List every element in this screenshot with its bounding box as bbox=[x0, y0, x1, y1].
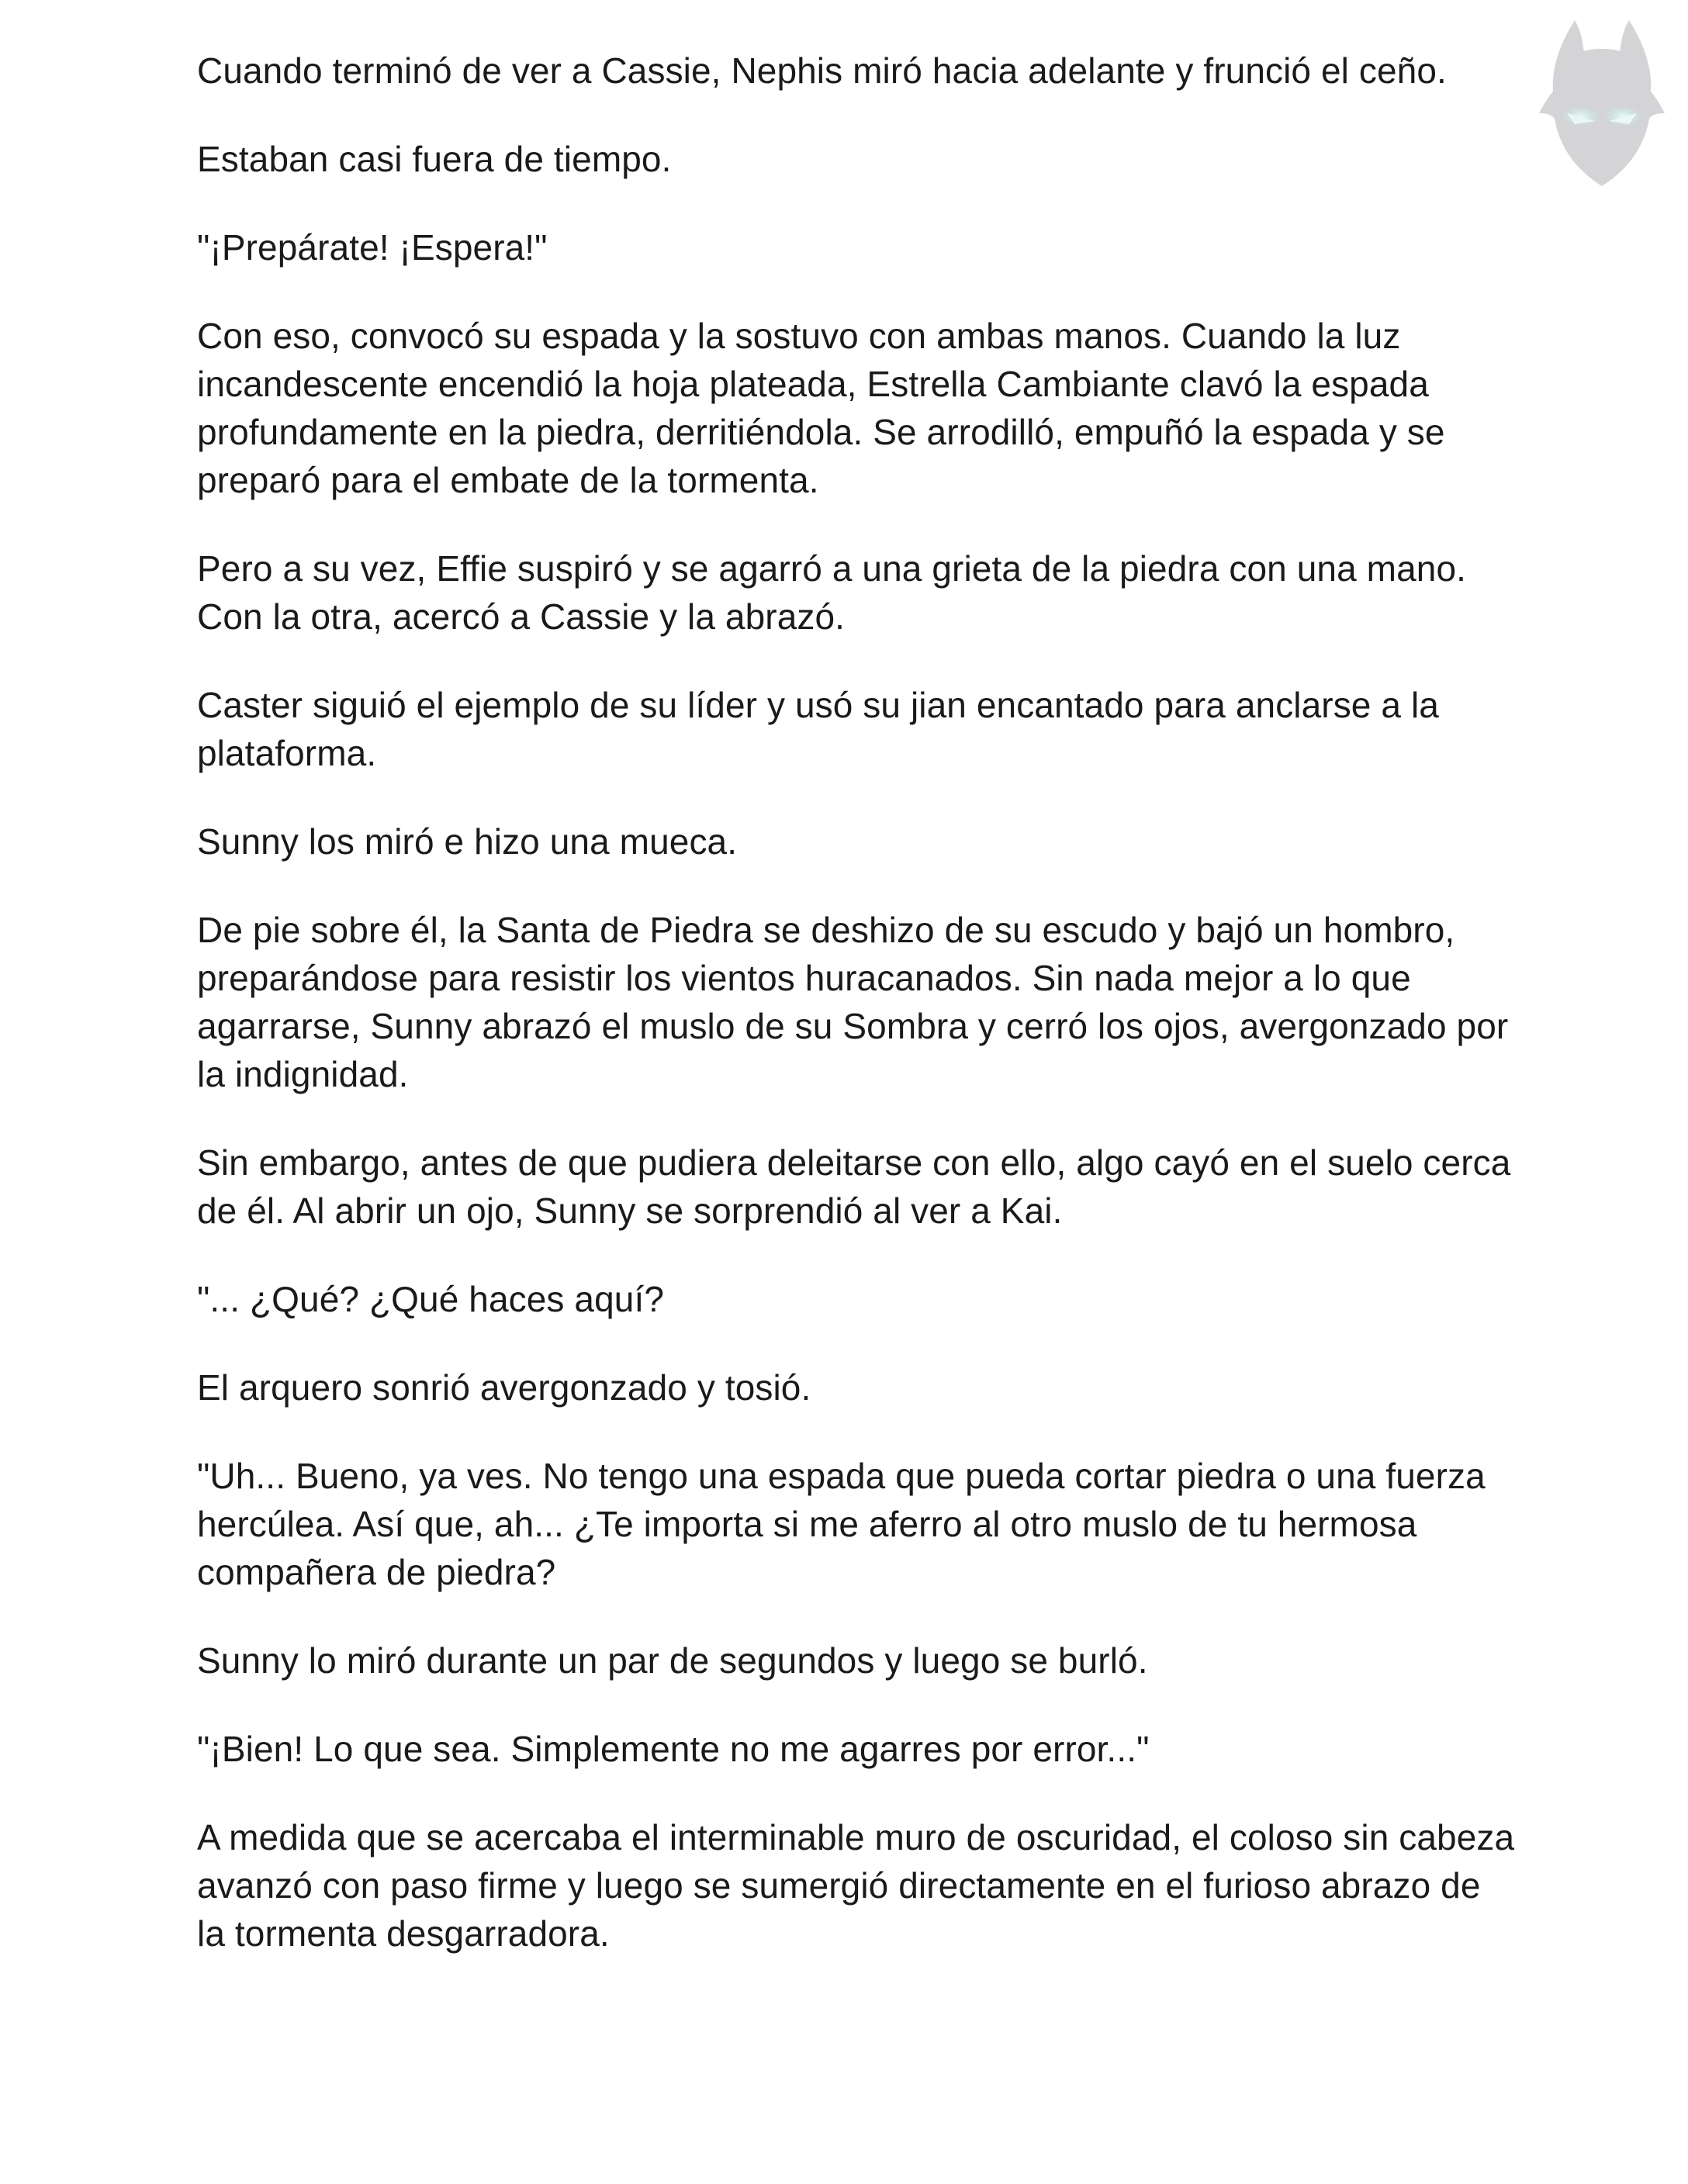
paragraph: "Uh... Bueno, ya ves. No tengo una espada que pueda cortar piedra o una fuerza hercúlea. Así que, ah... ¿Te importa si me aferro al otro muslo de tu hermosa compañera de piedra? bbox=[197, 1456, 1486, 1592]
paragraph: Sin embargo, antes de que pudiera deleitarse con ello, algo cayó en el suelo cerca de él. Al abrir un ojo, Sunny se sorprendió al ver a Kai. bbox=[197, 1142, 1511, 1231]
document-page bbox=[197, 47, 1516, 1998]
paragraph: "¡Prepárate! ¡Espera!" bbox=[197, 227, 548, 268]
paragraph: Sunny los miró e hizo una mueca. bbox=[197, 821, 738, 862]
demon-head-logo-icon bbox=[1528, 14, 1676, 192]
paragraph: El arquero sonrió avergonzado y tosió. bbox=[197, 1367, 811, 1408]
paragraph: "¡Bien! Lo que sea. Simplemente no me agarres por error..." bbox=[197, 1729, 1150, 1769]
paragraph: Estaban casi fuera de tiempo. bbox=[197, 139, 672, 179]
paragraph: Pero a su vez, Effie suspiró y se agarró a una grieta de la piedra con una mano. Con la otra, acercó a Cassie y la abrazó. bbox=[197, 548, 1467, 637]
paragraph: "... ¿Qué? ¿Qué haces aquí? bbox=[197, 1279, 665, 1319]
paragraph: Sunny lo miró durante un par de segundos y luego se burló. bbox=[197, 1640, 1148, 1681]
paragraph: Cuando terminó de ver a Cassie, Nephis miró hacia adelante y frunció el ceño. bbox=[197, 50, 1447, 91]
paragraph: Con eso, convocó su espada y la sostuvo con ambas manos. Cuando la luz incandescente encendió la hoja plateada, Estrella Cambiante clavó la espada profundamente en la piedra, derritiéndola. Se arrodilló, empuñó la espada y se preparó para el embate de la tormenta. bbox=[197, 316, 1445, 500]
paragraph: De pie sobre él, la Santa de Piedra se deshizo de su escudo y bajó un hombro, preparándose para resistir los vientos huracanados. Sin nada mejor a lo que agarrarse, Sunny abrazó el muslo de su Sombra y cerró los ojos, avergonzado por la indignidad. bbox=[197, 910, 1509, 1094]
paragraph: A medida que se acercaba el interminable muro de oscuridad, el coloso sin cabeza avanzó con paso firme y luego se sumergió directamente en el furioso abrazo de la tormenta desgarradora. bbox=[197, 1817, 1515, 1954]
paragraph: Caster siguió el ejemplo de su líder y usó su jian encantado para anclarse a la plataforma. bbox=[197, 685, 1439, 773]
